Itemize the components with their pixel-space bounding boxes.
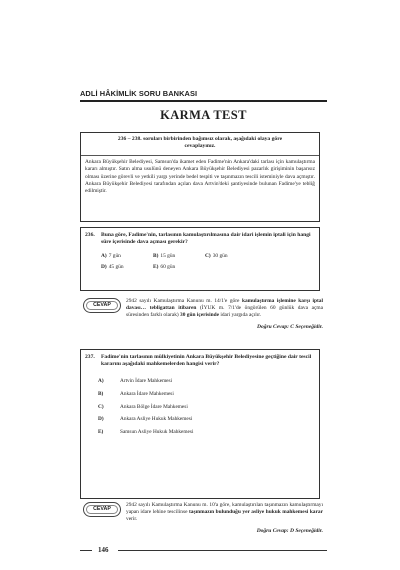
answer-text-part: 2942 sayılı Kamulaştırma Kanunu m. 14/1'e göre bbox=[126, 298, 242, 304]
option-letter: B) bbox=[98, 390, 104, 397]
running-header: ADLİ HÂKİMLİK SORU BANKASI bbox=[80, 89, 198, 98]
option-b[interactable] bbox=[98, 388, 315, 401]
question-237-box bbox=[80, 349, 320, 499]
option-letter: C) bbox=[98, 403, 104, 410]
question-number: 236. bbox=[85, 232, 95, 238]
question-236-options bbox=[85, 251, 315, 273]
option-letter: E) bbox=[98, 428, 104, 435]
answer-237 bbox=[83, 502, 323, 535]
scenario-text: Ankara Büyükşehir Belediyesi, Samsun'da ikamet eden Fadime'nin Ankara'daki tarlası için kamulaştırma kararı almıştır. Satın alma usulünü deneyen Ankara Büyükşehir Belediyesi pazarlık girişiminin başarısız olması üzerine görevli ve yetkili yargı yerinde bedel tespiti ve taşınmazın tescili isteminiyle dava açmıştır. Ankara Büyükşehir Belediyesi tarafından açılan dava Artvin'deki şantiyesinde bulunan Fadime'ye tebliğ edilmiştir. bbox=[85, 159, 315, 195]
option-text: Ankara Asliye Hukuk Mahkemesi bbox=[120, 416, 193, 423]
option-text: 15 gün bbox=[160, 253, 176, 260]
options-row bbox=[101, 251, 315, 262]
option-e[interactable] bbox=[98, 426, 315, 439]
answer-emphasis: 30 gün içerisinde bbox=[180, 312, 219, 319]
answer-text-part: verir. bbox=[126, 516, 138, 523]
option-letter: D) bbox=[101, 264, 107, 271]
answer-text-part: 2942 sayılı Kamulaştırma Kanunu m. 10'a göre, kamulaştırılan taşınmazın kamulaştırmayı yapan idare lehine tescilinse bbox=[126, 502, 323, 516]
option-letter: D) bbox=[98, 416, 104, 423]
option-a[interactable] bbox=[98, 375, 315, 388]
option-letter: E) bbox=[153, 264, 159, 271]
cevap-badge: CEVAP bbox=[83, 298, 121, 313]
answer-text-part: idari yargıda açılır. bbox=[218, 312, 262, 319]
option-a[interactable] bbox=[101, 253, 153, 259]
scenario-divider bbox=[81, 155, 319, 156]
option-c[interactable] bbox=[205, 253, 257, 259]
option-text: Ankara İdare Mahkemesi bbox=[120, 390, 174, 397]
option-text: Ankara Bölge İdare Mahkemesi bbox=[120, 403, 188, 410]
option-text: Artvin İdare Mahkemesi bbox=[120, 378, 173, 385]
question-text: Buna göre, Fadime'nin, tarlasının kamulaştırılmasına dair idari işlemin iptali için hangi süre içerisinde dava açması gerekir? bbox=[101, 232, 311, 246]
answer-text-part: (İYUK m. 7/1'de öngörülen 60 günlük dava açma süresinden farklı olarak) bbox=[126, 305, 323, 319]
options-row bbox=[101, 262, 315, 273]
footer-rule-right bbox=[118, 550, 327, 551]
header-rule bbox=[80, 100, 327, 102]
option-letter: C) bbox=[205, 253, 211, 260]
option-text: 30 gün bbox=[212, 253, 228, 260]
answer-emphasis: taşınmazın bulunduğu yer asliye hukuk mahkemesi karar bbox=[189, 509, 323, 516]
option-text: 45 gün bbox=[108, 264, 124, 271]
option-text: Samsun Asliye Hukuk Mahkemesi bbox=[120, 428, 194, 435]
scenario-box bbox=[80, 132, 320, 222]
question-text: Fadime'nin tarlasının mülkiyetinin Ankara Büyükşehir Belediyesine geçtiğine dair tescil kararını aşağıdaki mahkemelerden hangisi verir? bbox=[101, 354, 312, 368]
option-letter: A) bbox=[101, 253, 107, 260]
option-text: 7 gün bbox=[108, 253, 121, 260]
option-c[interactable] bbox=[98, 400, 315, 413]
option-d[interactable] bbox=[101, 264, 153, 270]
option-letter: B) bbox=[153, 253, 159, 260]
question-236-box bbox=[80, 227, 320, 291]
footer-rule-left bbox=[80, 550, 92, 551]
question-number: 237. bbox=[85, 354, 95, 360]
question-237-options bbox=[85, 375, 315, 438]
option-text: 60 gün bbox=[160, 264, 176, 271]
correct-answer: Doğru Cevap: D Seçeneğidir. bbox=[256, 527, 323, 534]
page-title: KARMA TEST bbox=[160, 108, 247, 122]
option-d[interactable] bbox=[98, 413, 315, 426]
question-237 bbox=[85, 354, 315, 369]
question-236 bbox=[85, 232, 315, 247]
answer-emphasis: kamulaştırma işlemine karşı iptal davası… tebligattan itibaren bbox=[126, 298, 323, 312]
cevap-badge: CEVAP bbox=[83, 502, 121, 517]
correct-answer: Doğru Cevap: C Seçeneğidir. bbox=[257, 323, 323, 330]
page-number: 146 bbox=[98, 546, 109, 554]
option-e[interactable] bbox=[153, 264, 205, 270]
option-letter: A) bbox=[98, 378, 104, 385]
answer-236 bbox=[83, 298, 323, 331]
scenario-heading: 236 – 238. soruları birbirinden bağımsız olarak, aşağıdaki olaya göre cevaplayınız. bbox=[117, 136, 283, 149]
option-b[interactable] bbox=[153, 253, 205, 259]
